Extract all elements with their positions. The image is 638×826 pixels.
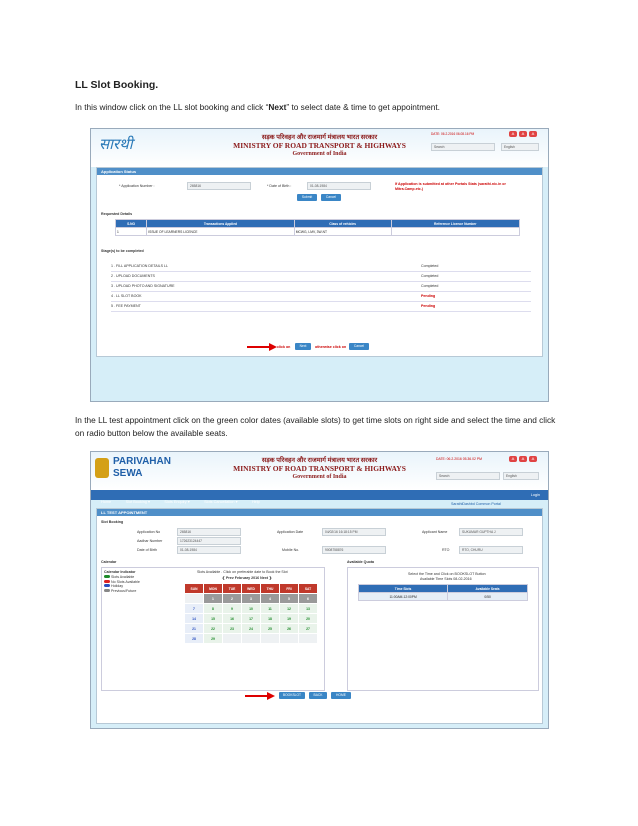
calendar-date-19[interactable]: 19 [280, 614, 299, 624]
nav-slots-enquiry[interactable]: Slots Enquiry ▾ [164, 500, 190, 504]
cell-available-seats: 0/50 [448, 593, 528, 601]
government-subtitle: Government of India [292, 151, 347, 157]
list-item[interactable] [111, 302, 531, 312]
calendar-empty-cell [242, 634, 261, 644]
stage-status: Completed [421, 274, 439, 278]
mobile-label: Mobile No. [282, 548, 300, 552]
calendar-date-14: 14 [185, 614, 204, 624]
stage-name: 3 . UPLOAD PHOTO AND SIGNATURE [111, 284, 175, 288]
table-row[interactable] [359, 593, 528, 601]
legend-text: Holiday [111, 584, 123, 588]
dob-field: 01-08-1984 [177, 546, 241, 554]
calendar-date-24[interactable]: 24 [242, 624, 261, 634]
cell-transaction: ISSUE OF LEARNERS LICENCE [147, 228, 295, 236]
nav-slots-cancellation[interactable]: Slots Cancellation ▾ [204, 500, 238, 504]
mobile-field: 9008758876 [322, 546, 386, 554]
list-item[interactable] [111, 272, 531, 282]
stage-status: Pending [421, 294, 436, 298]
para1-part-a: In this window click on the LL slot booking and click “ [75, 102, 269, 112]
stages-list [111, 262, 531, 312]
calendar-date-22[interactable]: 22 [204, 624, 223, 634]
stage-status: Completed [421, 284, 439, 288]
bookslot-button[interactable]: BOOKSLOT [279, 692, 305, 699]
stage-name: 5 . FEE PAYMENT [111, 304, 141, 308]
font-normal-button[interactable]: A [519, 456, 527, 462]
status-bar-title: Application Status [97, 168, 542, 175]
app-no-field: 265816 [177, 528, 241, 536]
ministry-title: MINISTRY OF ROAD TRANSPORT & HIGHWAYS [233, 141, 406, 150]
rto-field: RTO, CHURU [459, 546, 523, 554]
nav-help[interactable]: Help [251, 500, 260, 504]
calendar-date-1: 1 [204, 594, 223, 604]
quota-box [347, 567, 539, 691]
calendar-date-11[interactable]: 11 [261, 604, 280, 614]
font-normal-button[interactable]: A [519, 131, 527, 137]
calendar-date-4: 4 [261, 594, 280, 604]
instruction-paragraph-1 [75, 101, 565, 114]
requested-details-table [115, 219, 520, 236]
para1-part-c: ” to select date & time to get appointment. [286, 102, 440, 112]
cancel-button-2[interactable]: Cancel [349, 343, 369, 350]
calendar-date-25[interactable]: 25 [261, 624, 280, 634]
col-reference: Reference Licence Number [391, 220, 519, 228]
calendar-date-5: 5 [280, 594, 299, 604]
dob-field[interactable]: 01-08-1984 [307, 182, 371, 190]
col-transactions: Transactions Applied [147, 220, 295, 228]
cell-class: MCWG, LMV, 3W-NT [294, 228, 391, 236]
appointment-title-bar: LL TEST APPOINTMENT [97, 509, 542, 516]
calendar-date-15[interactable]: 15 [204, 614, 223, 624]
calendar-month-nav[interactable]: ❮ Prev February 2016 Next ❯ [222, 576, 272, 580]
list-item[interactable] [111, 292, 531, 302]
calendar-day-header: TUE [223, 584, 242, 594]
screenshot-ll-test-appointment [90, 451, 549, 729]
date-display: DATE: 06.2.2016 06.08.16 PM [431, 132, 475, 136]
applicant-label: Applicant Name [422, 530, 448, 534]
stages-label: Stage(s) to be completed [101, 249, 144, 253]
font-increase-button[interactable]: A [529, 131, 537, 137]
legend-swatch [104, 589, 110, 592]
col-sno: S.NO [116, 220, 147, 228]
calendar-date-2: 2 [223, 594, 242, 604]
legend-text: Slots Available [111, 575, 135, 579]
calendar-day-header: WED [242, 584, 261, 594]
nav-home[interactable]: Home [101, 500, 112, 504]
next-button[interactable]: Next [295, 343, 311, 350]
indicator-label: Calendar Indicator [104, 570, 136, 574]
click-on-text: click on [277, 345, 291, 349]
rto-label: RTO [442, 548, 450, 552]
slot-booking-label: Slot Booking [101, 520, 124, 524]
calendar-grid [184, 583, 318, 644]
date-display: DATE: 06.2.2016 05.36.02 PM [436, 457, 482, 461]
calendar-date-28: 28 [185, 634, 204, 644]
calendar-date-27[interactable]: 27 [299, 624, 318, 634]
screenshot-application-status [90, 128, 549, 402]
sarathi-logo: सारथी [99, 137, 133, 153]
calendar-day-header: MON [204, 584, 223, 594]
app-no-label: * Application Number : [119, 184, 155, 188]
calendar-day-header: SUN [185, 584, 204, 594]
legend-text: Previous/Future [111, 588, 137, 593]
calendar-empty-cell [261, 634, 280, 644]
government-subtitle: Government of India [292, 474, 347, 480]
quota-label: Available Quota [347, 560, 375, 564]
home-button[interactable]: HOME [331, 692, 351, 699]
font-decrease-button[interactable]: A [509, 456, 517, 462]
calendar-day-header: THU [261, 584, 280, 594]
col-available-seats: Available Seats [448, 585, 528, 593]
calendar-date-10[interactable]: 10 [242, 604, 261, 614]
calendar-hint: Slots Available . Click on preferable date to Book the Slot [197, 570, 288, 574]
calendar-date-13[interactable]: 13 [299, 604, 318, 614]
status-panel [96, 167, 543, 357]
calendar-date-3: 3 [242, 594, 261, 604]
calendar-date-12[interactable]: 12 [280, 604, 299, 614]
stage-name: 2 . UPLOAD DOCUMENTS [111, 274, 155, 278]
applicant-field: SUKUMAR GUPTHA J [459, 528, 523, 536]
calendar-box [101, 567, 325, 691]
ministry-title: MINISTRY OF ROAD TRANSPORT & HIGHWAYS [233, 464, 406, 473]
calendar-date-6: 6 [299, 594, 318, 604]
calendar-date-17[interactable]: 17 [242, 614, 261, 624]
font-increase-button[interactable]: A [529, 456, 537, 462]
section-heading: LL Slot Booking. [75, 79, 159, 91]
app-date-field: 04/02/16 16:18:15 PM [322, 528, 386, 536]
calendar-date-20[interactable]: 20 [299, 614, 318, 624]
stage-status: Pending [421, 304, 436, 308]
calendar-label: Calendar [101, 560, 117, 564]
aadhar-field: 172623124447 [177, 537, 241, 545]
portal-links[interactable]: SarathiDashbd Common Portal [451, 502, 501, 506]
calendar-date-8[interactable]: 8 [204, 604, 223, 614]
font-decrease-button[interactable]: A [509, 131, 517, 137]
col-class: Class of vehicles [294, 220, 391, 228]
legend-item [104, 589, 140, 594]
search-input[interactable]: Search [431, 143, 495, 151]
language-select[interactable]: English [503, 472, 539, 480]
cell-reference [391, 228, 519, 236]
quota-table [358, 584, 528, 601]
dob-label: Date of Birth [137, 548, 157, 552]
requested-details-label: Requested Details [101, 212, 133, 216]
para1-next-bold: Next [268, 102, 287, 112]
calendar-empty-cell [280, 634, 299, 644]
calendar-date-16[interactable]: 16 [223, 614, 242, 624]
app-no-field[interactable]: 265816 [187, 182, 251, 190]
legend-swatch [104, 575, 110, 578]
calendar-date-26[interactable]: 26 [280, 624, 299, 634]
red-arrow-icon [247, 343, 277, 351]
calendar-date-7: 7 [185, 604, 204, 614]
list-item[interactable] [111, 282, 531, 292]
calendar-empty-cell [299, 634, 318, 644]
red-arrow-icon [245, 692, 275, 700]
table-row [116, 228, 520, 236]
calendar-date-29[interactable]: 29 [204, 634, 223, 644]
calendar-empty-cell [185, 594, 204, 604]
instruction-paragraph-2: In the LL test appointment click on the green color dates (available slots) to get time slots on right side and select the time and click on radio button below the available seats. [75, 415, 556, 438]
calendar-date-18[interactable]: 18 [261, 614, 280, 624]
parivahan-logo-line1: PARIVAHAN [113, 456, 171, 467]
calendar-day-header: FRI [280, 584, 299, 594]
sarathi-banner [91, 129, 548, 167]
portal-note: If Application is submitted at other Portals Stats (sarathi.nic.in or Mitra.Camp.etc.) [395, 182, 506, 191]
nav-slot-booking[interactable]: Slot Booking ▾ [125, 500, 150, 504]
cancel-button[interactable]: Cancel [321, 194, 341, 201]
cell-sno: 1 [116, 228, 147, 236]
app-no-label: Application No [137, 530, 161, 534]
parivahan-logo-line2: SEWA [113, 468, 143, 479]
legend-swatch [104, 584, 110, 587]
back-button[interactable]: BACK [309, 692, 327, 699]
stage-name: 4 . LL SLOT BOOK [111, 294, 142, 298]
submit-button[interactable]: Submit [297, 194, 317, 201]
otherwise-text: otherwise click on [315, 345, 347, 349]
quota-date: Available Time Slots 08-02-2016 [420, 577, 472, 581]
col-time-slots: Time Slots [359, 585, 448, 593]
cell-time-slot: 11:00AM-12:00PM [359, 593, 448, 601]
legend-list [104, 575, 140, 593]
parivahan-banner [91, 452, 548, 490]
hindi-ministry-title: सड़क परिवहन और राजमार्ग मंत्रालय भारत सरकार [261, 457, 378, 464]
hindi-ministry-title: सड़क परिवहन और राजमार्ग मंत्रालय भारत सरकार [261, 134, 378, 141]
language-select[interactable]: English [501, 143, 539, 151]
calendar-date-23[interactable]: 23 [223, 624, 242, 634]
calendar-date-9[interactable]: 9 [223, 604, 242, 614]
legend-swatch [104, 580, 110, 583]
dob-label: * Date of Birth : [267, 184, 292, 188]
aadhar-label: Aadhar Number [137, 539, 163, 543]
quota-hint: Select the Time and Click on BOOKSLOT Button [408, 572, 486, 576]
stage-status: Completed [421, 264, 439, 268]
app-date-label: Application Date [277, 530, 304, 534]
stage-name: 1 . FILL APPLICATION DETAILS LL [111, 264, 169, 268]
appointment-panel [96, 508, 543, 724]
calendar-empty-cell [223, 634, 242, 644]
nav-login[interactable]: Login [530, 493, 540, 497]
calendar-day-header: SAT [299, 584, 318, 594]
search-input[interactable]: Search [436, 472, 500, 480]
list-item[interactable] [111, 262, 531, 272]
calendar-date-21: 21 [185, 624, 204, 634]
legend-text: No Slots Available [111, 579, 140, 584]
